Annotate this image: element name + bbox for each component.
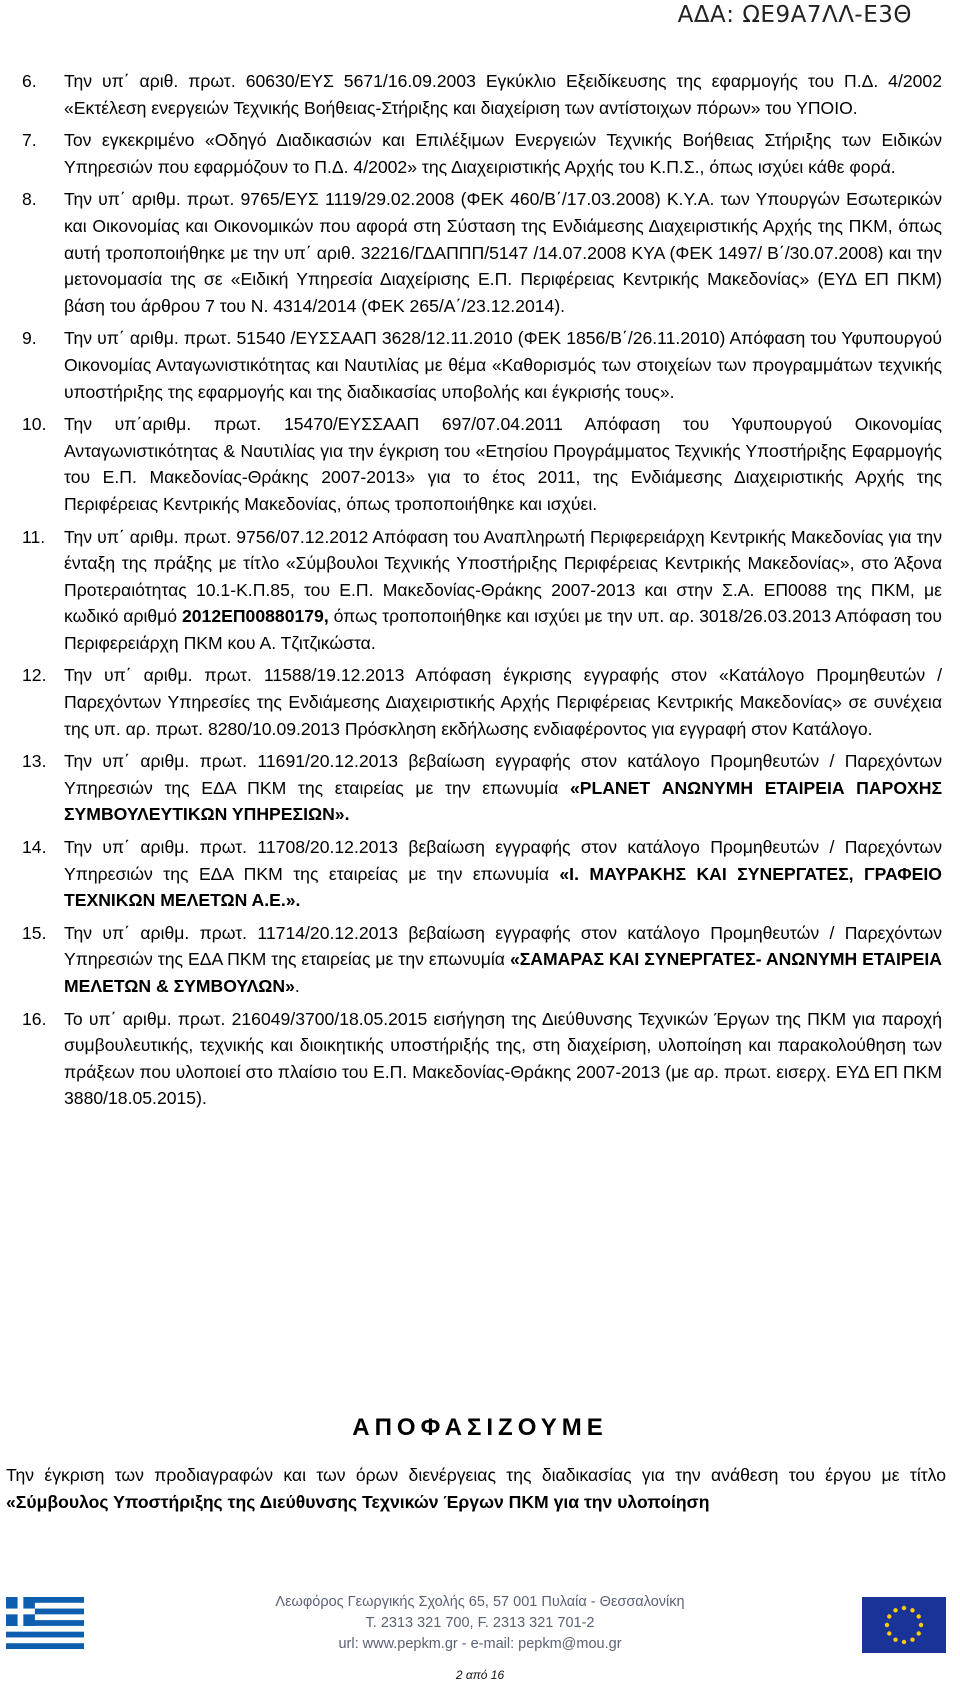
eu-star-icon (917, 1631, 921, 1635)
list-item-text: Την υπ΄ αριθμ. πρωτ. 11691/20.12.2013 βεβαίωση εγγραφής στον κατάλογο Προμηθευτών / Παρεχόντων Υπηρεσιών της ΕΔΑ ΠΚΜ της εταιρείας με την επωνυμία (64, 751, 942, 798)
list-item-number: 8. (22, 189, 37, 210)
list-item-number: 15. (22, 922, 47, 943)
eu-star-icon (893, 1608, 897, 1612)
list-item-text: Τον εγκεκριμένο «Οδηγό Διαδικασιών και Επιλέξιμων Ενεργειών Τεχνικής Βοήθειας Στήριξης των Ειδικών Υπηρεσιών που εφαρμόζουν το Π.Δ. 4/2002» της Διαχειριστικής Αρχής του Κ.Π.Σ., όπως ισχύει κάθε φορά. (64, 130, 942, 177)
list-item-bold-text: «PLANET ΑΝΩΝΥΜΗ ΕΤΑΙΡΕΙΑ ΠΑΡΟΧΗΣ ΣΥΜΒΟΥΛΕΥΤΙΚΩΝ ΥΠΗΡΕΣΙΩΝ». (64, 777, 942, 825)
list-item (22, 662, 942, 742)
footer-phones: Τ. 2313 321 700, F. 2313 321 701-2 (365, 1615, 595, 1631)
eu-star-icon (887, 1631, 891, 1635)
list-item (22, 748, 942, 828)
list-item-text: Την υπ΄ αριθμ. πρωτ. 9765/ΕΥΣ 1119/29.02.2008 (ΦΕΚ 460/Β΄/17.03.2008) Κ.Υ.Α. των Υπουργών Εσωτερικών και Οικονομίας και Οικονομικών που αφορά στη Σύσταση της Ενδιάμεσης Διαχειριστικής Αρχής της ΠΚΜ, όπως αυτή τροποποιήθηκε με την υπ΄ αριθ. 32216/ΓΔΑΠΠΠ/5147 /14.07.2008 ΚΥΑ (ΦΕΚ 1497/ Β΄/30.07.2008) και την μετονομασία της σε «Ειδική Υπηρεσία Διαχείρισης Ε.Π. Περιφέρειας Κεντρικής Μακεδονίας» (ΕΥΔ ΕΠ ΠΚΜ) βάση του άρθρου 7 του Ν. 4314/2014 (ΦΕΚ 265/Α΄/23.12.2014). (64, 189, 942, 316)
list-item-text: Την υπ΄ αριθμ. πρωτ. 51540 /ΕΥΣΣΑΑΠ 3628/12.11.2010 (ΦΕΚ 1856/Β΄/26.11.2010) Απόφαση του Υφυπουργού Οικονομίας Ανταγωνιστικότητας και Ναυτιλίας με θέμα «Καθορισμός των στοιχείων των προγραμμάτων τεχνικής υποστήριξης της εφαρμογής και της διαδικασίας υποβολής και έγκρισής τους». (64, 328, 942, 402)
list-item (22, 920, 942, 1000)
footer-address: Λεωφόρος Γεωργικής Σχολής 65, 57 001 Πυλαία - Θεσσαλονίκη (275, 1594, 685, 1610)
list-item-bold-text: «ΣΑΜΑΡΑΣ ΚΑΙ ΣΥΝΕΡΓΑΤΕΣ- ΑΝΩΝΥΜΗ ΕΤΑΙΡΕΙΑ ΜΕΛΕΤΩΝ & ΣΥΜΒΟΥΛΩΝ» (64, 949, 942, 996)
list-item (22, 411, 942, 517)
list-item-number: 7. (22, 130, 37, 151)
list-item-number: 14. (22, 837, 47, 858)
list-item (22, 186, 942, 319)
considerations-list (22, 68, 942, 1118)
footer-contact (240, 1592, 720, 1655)
ada-header: ΑΔΑ: ΩΕ9Α7ΛΛ-Ε3Θ (677, 2, 912, 28)
eu-star-icon (910, 1638, 914, 1642)
list-item-text: Την υπ΄ αριθμ. πρωτ. 11714/20.12.2013 βεβαίωση εγγραφής στον κατάλογο Προμηθευτών / Παρεχόντων Υπηρεσιών της ΕΔΑ ΠΚΜ της εταιρείας με την επωνυμία (64, 922, 942, 970)
eu-star-icon (885, 1623, 889, 1627)
eu-star-icon (917, 1614, 921, 1618)
eu-star-icon (919, 1623, 923, 1627)
list-item-text: Την υπ΄αριθμ. πρωτ. 15470/ΕΥΣΣΑΑΠ 697/07.04.2011 Απόφαση του Υφυπουργού Οικονομίας Ανταγωνιστικότητας & Ναυτιλίας για την έγκριση του «Ετησίου Προγράμματος Τεχνικής Υποστήριξης Εφαρμογής του Ε.Π. Μακεδονίας-Θράκης 2007-2013» για το έτος 2011, της Ενδιάμεσης Διαχειριστικής Αρχής της Περιφέρειας Κεντρικής Μακεδονίας, όπως τροποποιήθηκε και ισχύει. (64, 414, 942, 514)
decision-text-plain: Την έγκριση των προδιαγραφών και των όρων διενέργειας της διαδικασίας για την ανάθεση του έργου με τίτλο (6, 1465, 946, 1485)
list-item-text: Την υπ΄ αριθμ. πρωτ. 11708/20.12.2013 βεβαίωση εγγραφής στον κατάλογο Προμηθευτών / Παρεχόντων Υπηρεσιών της ΕΔΑ ΠΚΜ της εταιρείας με την επωνυμία (64, 837, 942, 884)
list-item-text: όπως τροποποιήθηκε και ισχύει με την υπ. αρ. 3018/26.03.2013 Απόφαση του Περιφερειάρχη ΠΚΜ κου Α. Τζιτζικώστα. (64, 606, 942, 653)
list-item (22, 1006, 942, 1112)
list-item-text: Το υπ΄ αριθμ. πρωτ. 216049/3700/18.05.2015 εισήγηση της Διεύθυνσης Τεχνικών Έργων της ΠΚΜ για παροχή συμβουλευτικής, τεχνικής και διοικητικής υποστήριξής της, στη διαχείριση, υλοποίηση και παρακολούθηση των πράξεων που υλοποιεί στο πλαίσιο του Ε.Π. Μακεδονίας-Θράκης 2007-2013 (με αρ. πρωτ. εισερχ. ΕΥΔ ΕΠ ΠΚΜ 3880/18.05.2015). (64, 1008, 942, 1109)
eu-star-icon (902, 1606, 906, 1610)
list-item-number: 9. (22, 328, 37, 349)
list-item-number: 11. (22, 526, 46, 547)
eu-star-icon (910, 1608, 914, 1612)
list-item (22, 127, 942, 180)
list-item-number: 12. (22, 665, 47, 686)
list-item-bold-text: 2012ΕΠ00880179, (181, 606, 329, 627)
eu-star-icon (902, 1640, 906, 1644)
list-item-number: 13. (22, 751, 47, 772)
list-item-number: 6. (22, 71, 37, 91)
list-item (22, 68, 942, 121)
list-item-number: 10. (22, 414, 47, 435)
eu-star-icon (893, 1638, 897, 1642)
list-item (22, 524, 942, 657)
list-item-text: Την υπ΄ αριθμ. πρωτ. 9756/07.12.2012 Απόφαση του Αναπληρωτή Περιφερειάρχη Κεντρικής Μακεδονίας για την ένταξη της πράξης με τίτλο «Σύμβουλοι Τεχνικής Υποστήριξης Περιφέρειας Κεντρικής Μακεδονίας», στο Άξονα Προτεραιότητας 10.1-Κ.Π.85, του Ε.Π. Μακεδονίας-Θράκης 2007-2013 και στην Σ.Α. ΕΠ0088 της ΠΚΜ, με κωδικό αριθμό (64, 526, 942, 627)
list-item-text: . (294, 976, 300, 996)
decision-title: ΑΠΟΦΑΣΙΖΟΥΜΕ (352, 1414, 608, 1441)
list-item-bold-text: «Ι. ΜΑΥΡΑΚΗΣ ΚΑΙ ΣΥΝΕΡΓΑΤΕΣ, ΓΡΑΦΕΙΟ ΤΕΧΝΙΚΩΝ ΜΕΛΕΤΩΝ Α.Ε.». (64, 863, 942, 911)
list-item-text: Την υπ΄ αριθ. πρωτ. 60630/ΕΥΣ 5671/16.09.2003 Εγκύκλιο Εξειδίκευσης της εφαρμογής του Π.Δ. 4/2002 «Εκτέλεση ενεργειών Τεχνικής Βοήθειας-Στήριξης και διαχείριση των αντίστοιχων πόρων» του ΥΠΟΙΟ. (64, 71, 942, 118)
list-item-text: Την υπ΄ αριθμ. πρωτ. 11588/19.12.2013 Απόφαση έγκρισης εγγραφής στον «Κατάλογο Προμηθευτών / Παρεχόντων Υπηρεσίες της Ενδιάμεσης Διαχειριστικής Αρχής Περιφέρειας Κεντρικής Μακεδονίας» σε συνέχεια της υπ. αρ. πρωτ. 8280/10.09.2013 Πρόσκληση εκδήλωσης ενδιαφέροντος για εγγραφή στον Κατάλογο. (64, 665, 942, 739)
eu-star-icon (887, 1614, 891, 1618)
eu-flag-icon (862, 1597, 946, 1653)
greek-flag-icon (6, 1597, 84, 1649)
list-item (22, 834, 942, 914)
page-number: 2 από 16 (455, 1668, 505, 1682)
list-item-number: 16. (22, 1008, 47, 1029)
decision-text (6, 1462, 946, 1515)
decision-text-bold: «Σύμβουλος Υποστήριξης της Διεύθυνσης Τεχνικών Έργων ΠΚΜ για την υλοποίηση (6, 1491, 710, 1512)
footer-web: url: www.pepkm.gr - e-mail: pepkm@mou.gr (338, 1636, 622, 1652)
list-item (22, 325, 942, 405)
